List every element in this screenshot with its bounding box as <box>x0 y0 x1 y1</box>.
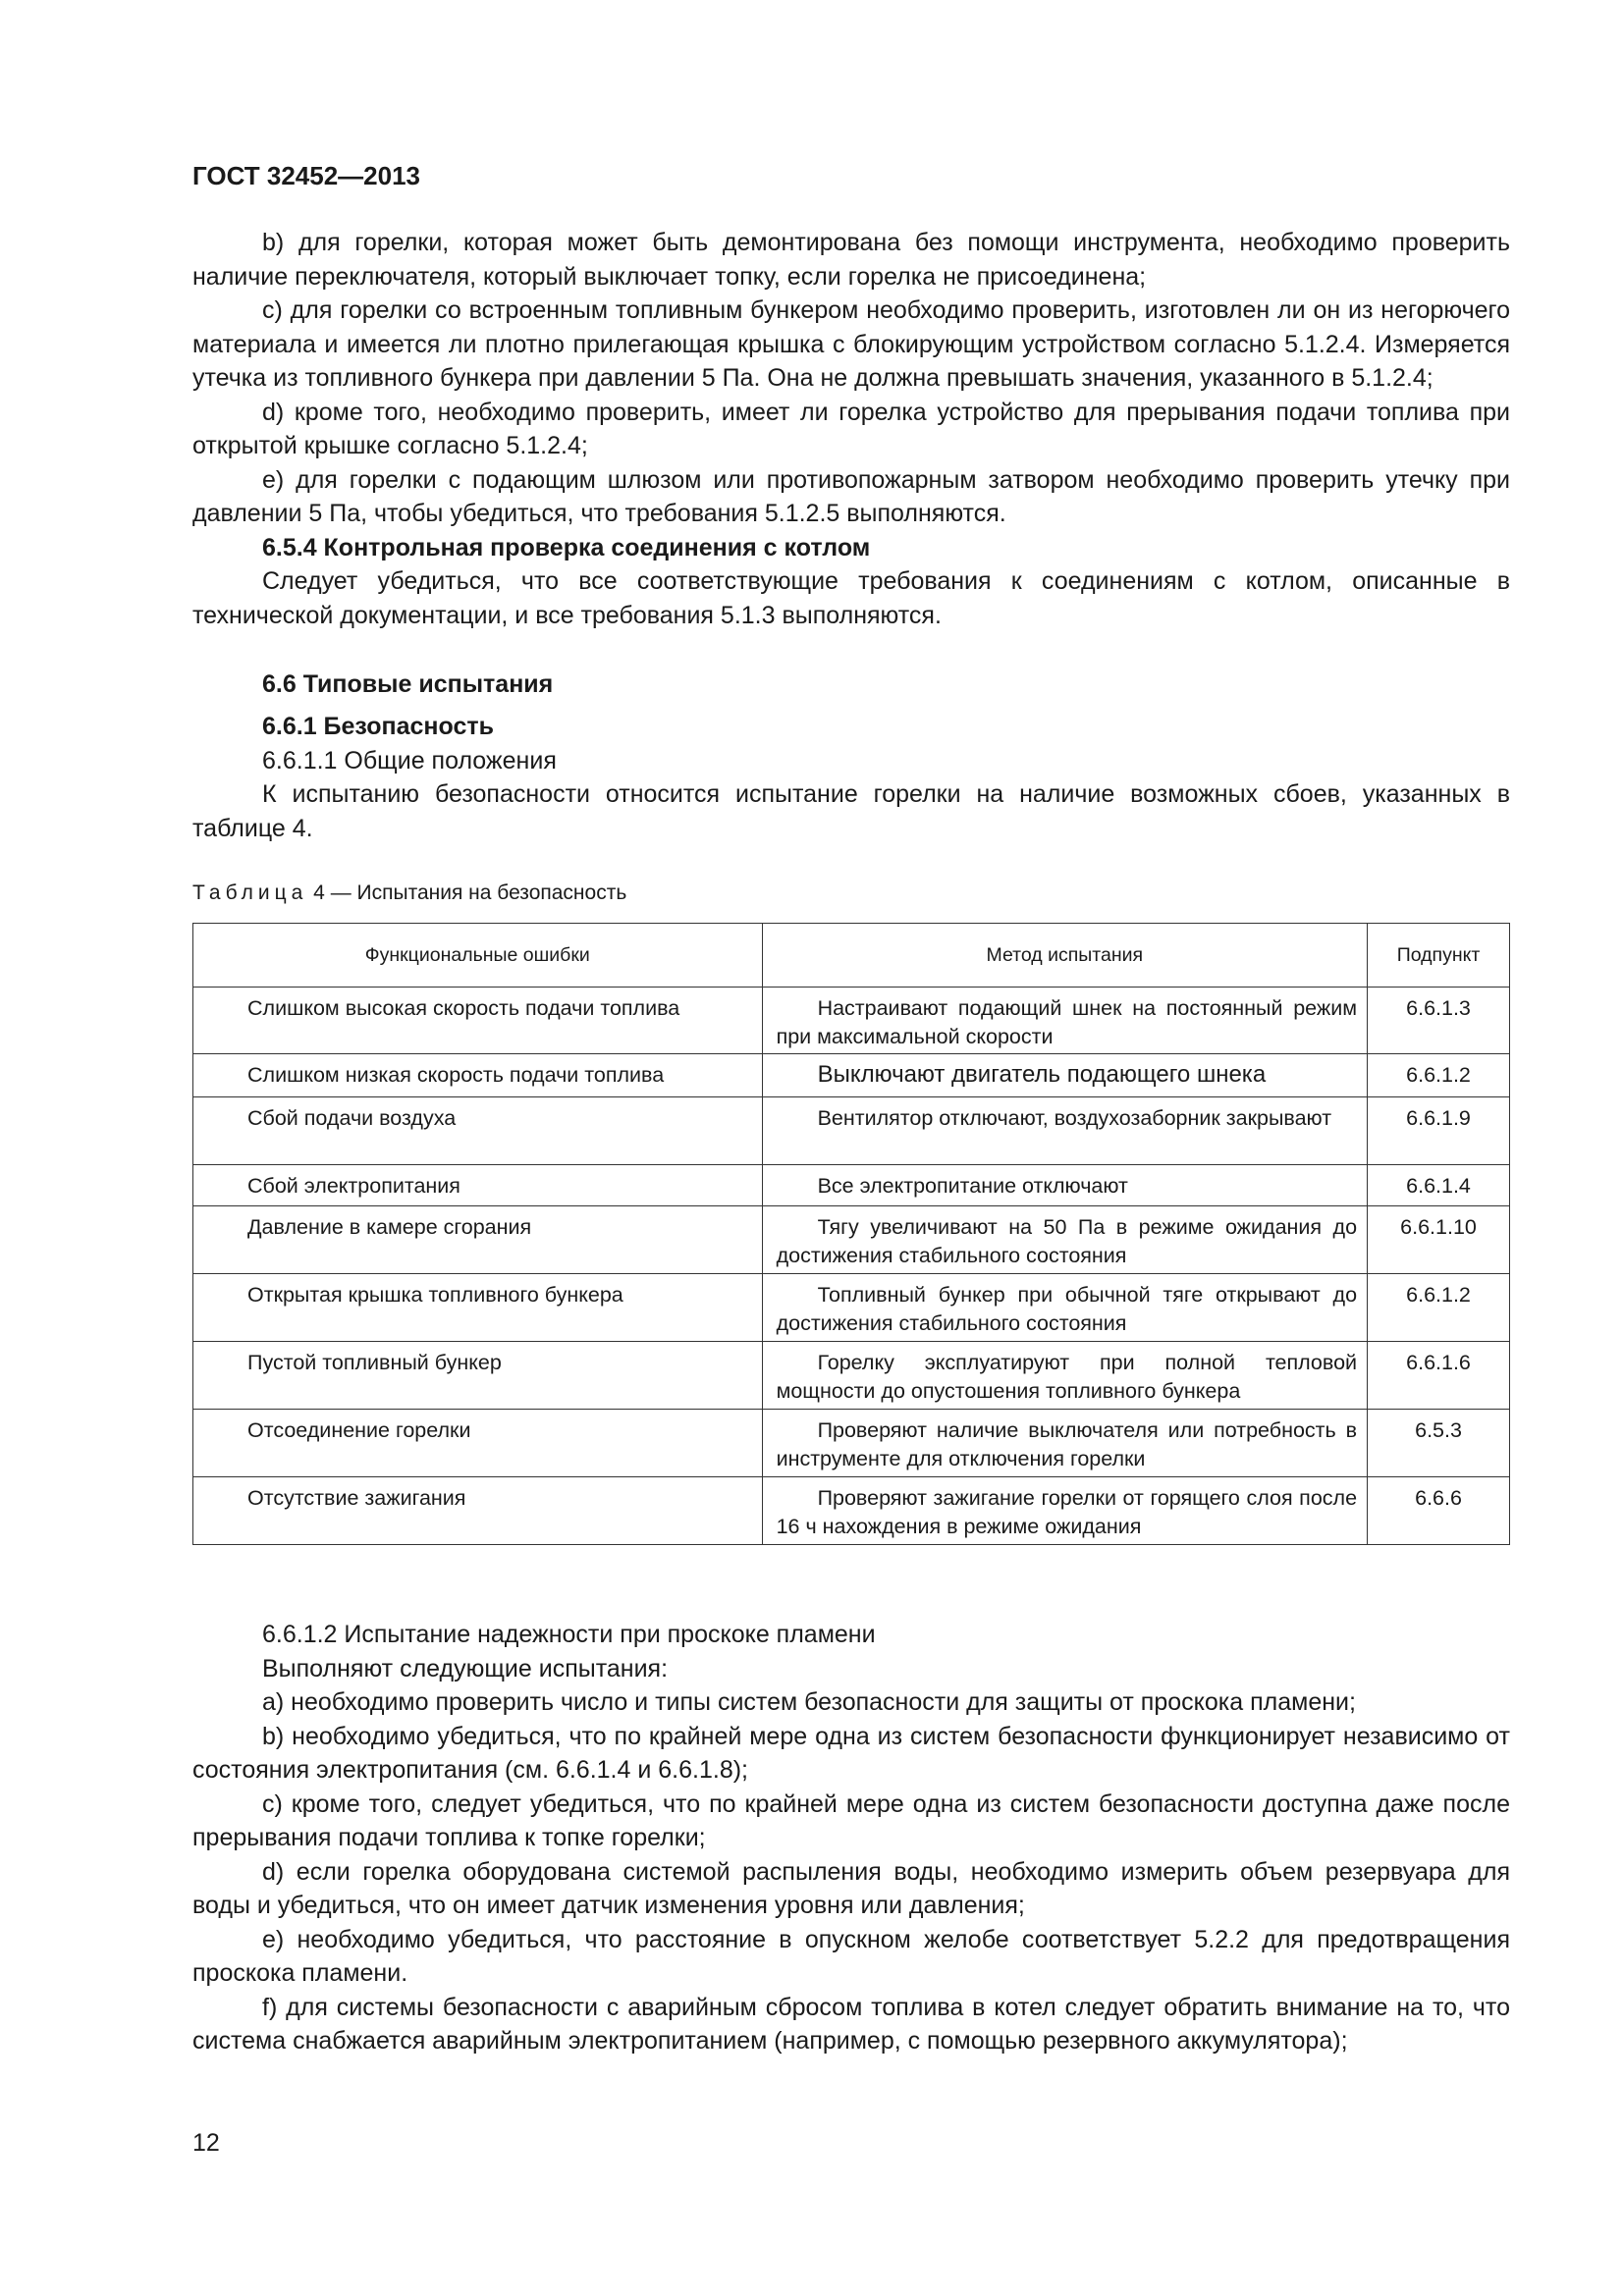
cell-subclause: 6.6.1.2 <box>1368 1274 1510 1342</box>
table-row <box>193 1410 1510 1477</box>
cell-subclause: 6.5.3 <box>1368 1410 1510 1477</box>
paragraph-c: c) для горелки со встроенным топливным бункером необходимо проверить, изготовлен ли он из негорючего материала и имеется ли плотно прилегающая крышка с блокирующим устройством согласно 5.1.2.4. Измеряется утечка из топливного бункера при давлении 5 Па. Она не должна превышать значения, указанного в 5.1.2.4; <box>192 296 1510 392</box>
cell-subclause: 6.6.1.2 <box>1368 1054 1510 1097</box>
cell-subclause: 6.6.1.9 <box>1368 1097 1510 1165</box>
section-6612 <box>192 1618 1510 2058</box>
cell-method: Проверяют зажигание горелки от горящего слоя после 16 ч нахождения в режиме ожидания <box>762 1477 1367 1545</box>
item-a: a) необходимо проверить число и типы систем безопасности для защиты от проскока пламени; <box>262 1688 1356 1716</box>
section-heading-654: 6.5.4 Контрольная проверка соединения с котлом <box>262 533 871 561</box>
cell-method: Настраивают подающий шнек на постоянный режим при максимальной скорости <box>762 988 1367 1054</box>
cell-error: Открытая крышка топливного бункера <box>193 1274 763 1342</box>
cell-method: Проверяют наличие выключателя или потребность в инструменте для отключения горелки <box>762 1410 1367 1477</box>
paragraph-d: d) кроме того, необходимо проверить, имеет ли горелка устройство для прерывания подачи топлива при открытой крышке согласно 5.1.2.4; <box>192 398 1510 459</box>
section-heading-661: 6.6.1 Безопасность <box>262 713 494 740</box>
cell-error: Слишком низкая скорость подачи топлива <box>193 1054 763 1097</box>
section-heading-6611: 6.6.1.1 Общие положения <box>262 746 557 774</box>
cell-error: Давление в камере сгорания <box>193 1206 763 1274</box>
cell-method: Тягу увеличивают на 50 Па в режиме ожидания до достижения стабильного состояния <box>762 1206 1367 1274</box>
cell-error: Сбой подачи воздуха <box>193 1097 763 1165</box>
header-functional-errors: Функциональные ошибки <box>193 924 763 988</box>
table-row <box>193 1097 1510 1165</box>
section-heading-6612: 6.6.1.2 Испытание надежности при проскоке пламени <box>262 1621 876 1648</box>
table-row <box>193 1274 1510 1342</box>
cell-error: Пустой топливный бункер <box>193 1342 763 1410</box>
cell-error: Сбой электропитания <box>193 1165 763 1206</box>
paragraph-e: e) для горелки с подающим шлюзом или противопожарным затвором необходимо проверить утечку при давлении 5 Па, чтобы убедиться, что требования 5.1.2.5 выполняются. <box>192 465 1510 527</box>
header-test-method: Метод испытания <box>762 924 1367 988</box>
paragraph-b: b) для горелки, которая может быть демонтирована без помощи инструмента, необходимо проверить наличие переключателя, который выключает топку, если горелка не присоединена; <box>192 229 1510 291</box>
cell-error: Отсоединение горелки <box>193 1410 763 1477</box>
item-d: d) если горелка оборудована системой распыления воды, необходимо измерить объем резервуара для воды и убедиться, что он имеет датчик изменения уровня или давления; <box>192 1857 1510 1919</box>
table-row <box>193 1342 1510 1410</box>
cell-method: Все электропитание отключают <box>762 1165 1367 1206</box>
cell-subclause: 6.6.1.10 <box>1368 1206 1510 1274</box>
item-b: b) необходимо убедиться, что по крайней мере одна из систем безопасности функционирует независимо от состояния электропитания (см. 6.6.1.4 и 6.6.1.8); <box>192 1722 1510 1784</box>
section-66 <box>192 667 1510 702</box>
cell-error: Отсутствие зажигания <box>193 1477 763 1545</box>
table-caption-prefix: Таблица <box>192 881 308 904</box>
top-paragraphs <box>192 226 1510 632</box>
section-heading-66: 6.6 Типовые испытания <box>262 670 554 698</box>
table-row <box>193 1477 1510 1545</box>
cell-method: Выключают двигатель подающего шнека <box>762 1054 1367 1097</box>
table-row <box>193 1206 1510 1274</box>
table-row <box>193 988 1510 1054</box>
cell-method: Вентилятор отключают, воздухозаборник закрывают <box>762 1097 1367 1165</box>
section-intro-6612: Выполняют следующие испытания: <box>262 1654 669 1682</box>
document-header: ГОСТ 32452—2013 <box>192 161 420 190</box>
item-f: f) для системы безопасности с аварийным сбросом топлива в котел следует обратить внимание на то, что система снабжается аварийным электропитанием (например, с помощью резервного аккумулятора); <box>192 1993 1510 2055</box>
table-header-row <box>193 924 1510 988</box>
safety-tests-table <box>192 923 1510 1545</box>
item-c: c) кроме того, следует убедиться, что по крайней мере одна из систем безопасности доступна даже после прерывания подачи топлива к топке горелки; <box>192 1789 1510 1851</box>
page-number: 12 <box>192 2129 220 2157</box>
table-row <box>193 1054 1510 1097</box>
section-text-654: Следует убедиться, что все соответствующие требования к соединениям с котлом, описанные в технической документации, и все требования 5.1.3 выполняются. <box>192 567 1510 629</box>
table-caption <box>192 877 626 911</box>
header-subclause: Подпункт <box>1368 924 1510 988</box>
cell-method: Горелку эксплуатируют при полной тепловой мощности до опустошения топливного бункера <box>762 1342 1367 1410</box>
section-text-6611: К испытанию безопасности относится испытание горелки на наличие возможных сбоев, указанных в таблице 4. <box>192 780 1510 842</box>
cell-subclause: 6.6.1.3 <box>1368 988 1510 1054</box>
cell-subclause: 6.6.1.6 <box>1368 1342 1510 1410</box>
table-row <box>193 1165 1510 1206</box>
table-caption-title: 4 — Испытания на безопасность <box>307 881 627 904</box>
item-e: e) необходимо убедиться, что расстояние в опускном желобе соответствует 5.2.2 для предотвращения проскока пламени. <box>192 1925 1510 1987</box>
section-661 <box>192 710 1510 845</box>
cell-subclause: 6.6.1.4 <box>1368 1165 1510 1206</box>
cell-error: Слишком высокая скорость подачи топлива <box>193 988 763 1054</box>
cell-method: Топливный бункер при обычной тяге открывают до достижения стабильного состояния <box>762 1274 1367 1342</box>
cell-subclause: 6.6.6 <box>1368 1477 1510 1545</box>
